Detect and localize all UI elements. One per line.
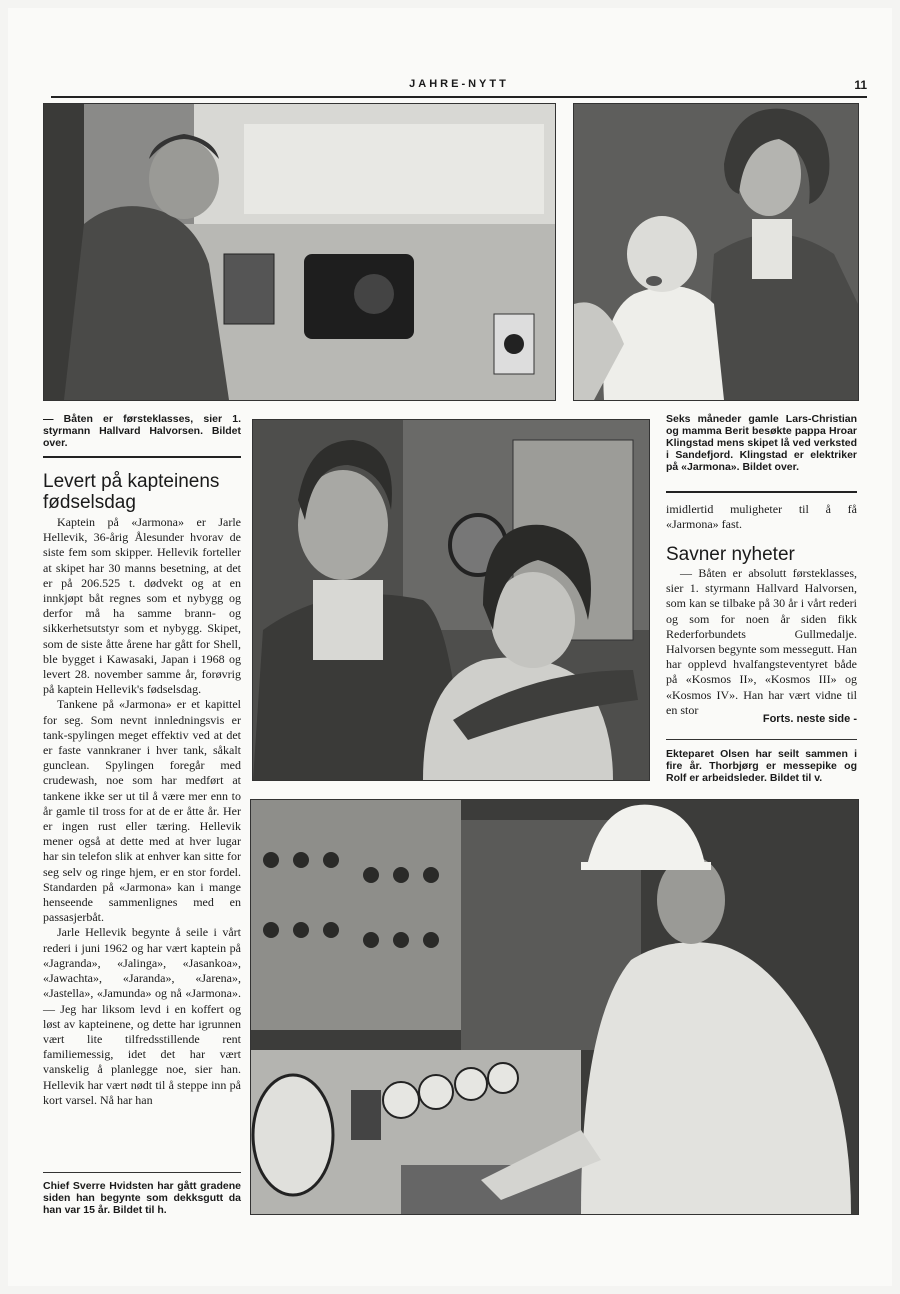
article-continuation [666, 502, 857, 532]
article-body [666, 566, 857, 718]
article-paragraph: Tankene på «Jarmona» er et kapittel for seg. Som nevnt innledningsvis er tank-spylingen meget effektiv ved at det er faste vannkraner i hver tank, såkalt gunclean. Spylingen foregår med crudewash, noe som har medført at tankene ikke ser ut til å være mer enn to år gamle til tross for at de er åtte år. Her er ingen rust eller tæring. Hellevik mener også at dette med at hver lugar har sin telefon slik at enhver kan sitte for seg selv og ringe hjem, er en stor fordel. Standarden på «Jarmona» kan i mange henseende sammenlignes med en passasjerbåt. [43, 697, 241, 925]
caption-top-left: — Båten er førsteklasses, sier 1. styrmann Hallvard Halvorsen. Bildet over. [43, 413, 241, 449]
article-paragraph: imidlertid muligheter til å få «Jarmona» fast. [666, 502, 857, 532]
article-paragraph: — Båten er absolutt førsteklasses, sier 1. styrmann Hallvard Halvorsen, som kan se tilbake på 30 år i vårt rederi og som for noen år siden fikk Rederforbundets Gullmedalje. Halvorsen begynte som messegutt. Han har opplevd hvalfangsteventyret både på «Kosmos II», «Kosmos III» og «Kosmos IV». Han har vært vidne til en stor [666, 566, 857, 717]
photo-top-right [573, 103, 859, 401]
article-body [43, 515, 241, 1108]
magazine-page [8, 8, 892, 1286]
divider [666, 491, 857, 493]
photo-bridge-officer-icon [44, 104, 555, 400]
photo-bottom [250, 799, 859, 1215]
article-paragraph: Kaptein på «Jarmona» er Jarle Hellevik, 36-årig Ålesunder hvorav de siste fem som skipper. Hellevik forteller at skipet har 30 manns besetning, at det er på 206.525 t. dødvekt og at en innkjøpt båt regnes som et nybygg og derfor må ha samme brann- og sikkerhetsutstyr som et nybygg. Skipet, som de siste åtte årene har gått for Shell, ble bygget i Kawasaki, Japan i 1968 og levert 28. november samme år, forøvrig på kaptein Hellevik's fødselsdag. [43, 515, 241, 697]
photo-mother-and-baby-icon [574, 104, 858, 400]
photo-engine-control-room-icon [251, 800, 858, 1214]
photo-couple-icon [253, 420, 649, 780]
divider [43, 1172, 241, 1173]
caption-middle: Ekteparet Olsen har seilt sammen i fire år. Thorbjørg er messepike og Rolf er arbeidsleder. Bildet til v. [666, 748, 857, 784]
caption-bottom-left: Chief Sverre Hvidsten har gått gradene siden han begynte som dekksgutt da han var 15 år. Bildet til h. [43, 1180, 241, 1216]
continued-label: Forts. neste side - [762, 713, 857, 725]
photo-top-left [43, 103, 556, 401]
page-number: 11 [854, 78, 867, 92]
caption-top-right: Seks måneder gamle Lars-Christian og mamma Berit besøkte pappa Hroar Klingstad mens skipet lå ved verksted i Sandefjord. Klingstad er elektriker på «Jarmona». Bildet over. [666, 413, 857, 473]
divider [666, 739, 857, 740]
page-header [51, 78, 867, 98]
article-paragraph: Jarle Hellevik begynte å seile i vårt rederi i juni 1962 og har vært kaptein på «Jagranda», «Jalinga», «Jasankoa», «Jawachta», «Jaranda», «Jarena», «Jastella», «Jamunda» og nå «Jarmona». — Jeg har liksom levd i en koffert og løst av kapteinene, og dette har igrunnen vært lite tilfredsstillende rent familiemessig, idet det har vært vanskelig å planlegge noe, sier han. Hellevik har vært nødt til å steppe inn på kort varsel. Nå har han [43, 925, 241, 1107]
photo-middle [252, 419, 650, 781]
article-headline: Savner nyheter [666, 544, 795, 565]
divider [43, 456, 241, 458]
running-title: JAHRE-NYTT [409, 78, 509, 90]
article-headline: Levert på kapteinens fødselsdag [43, 471, 220, 513]
